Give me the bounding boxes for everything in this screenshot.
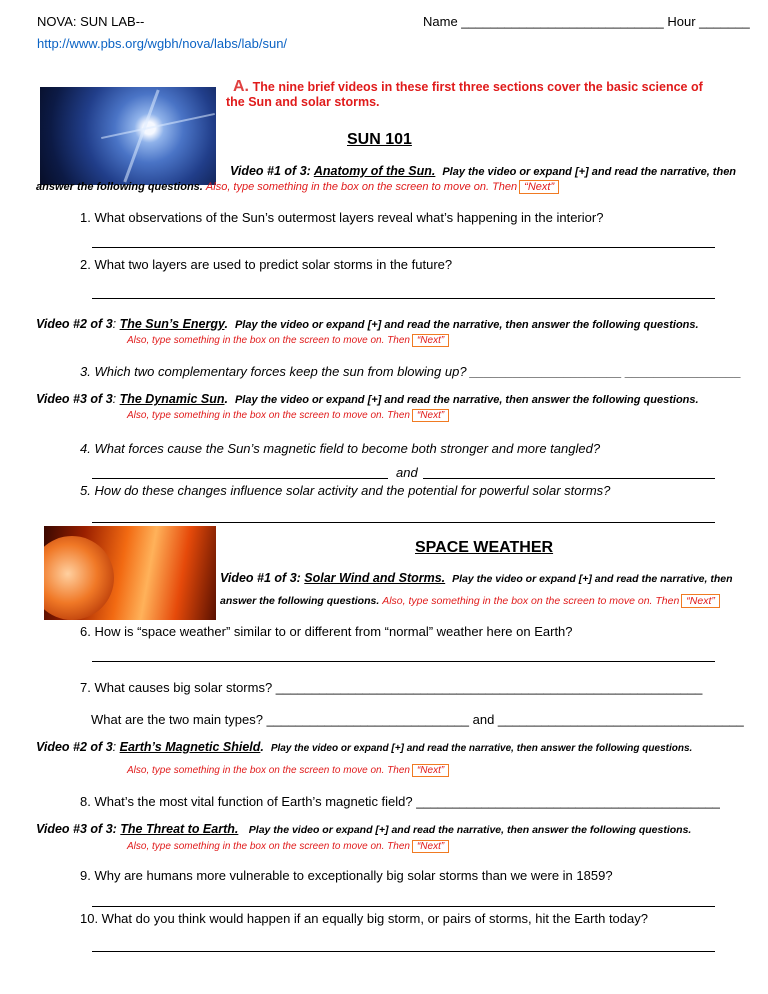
- sun101-title: SUN 101: [347, 131, 412, 148]
- intro-line-2: the Sun and solar storms.: [226, 95, 380, 109]
- answer-line-1[interactable]: [92, 247, 715, 248]
- sw-video1-heading: Video #1 of 3: Solar Wind and Storms. Play the video or expand [+] and read the narrative, then: [220, 571, 733, 585]
- answer-line-6[interactable]: [92, 661, 715, 662]
- question-7b: What are the two main types? ____________________________ and __________________________________: [91, 712, 744, 727]
- sw-video1-instructions: answer the following questions. Also, type something in the box on the screen to move on. Then “Next”: [220, 594, 720, 608]
- answer-line-5[interactable]: [92, 522, 715, 523]
- space-weather-title: SPACE WEATHER: [415, 539, 554, 556]
- sun101-video1-instructions: answer the following questions. Also, type something in the box on the screen to move on. Then “Next”: [36, 180, 559, 194]
- answer-line-10[interactable]: [92, 951, 715, 952]
- question-6: 6. How is “space weather” similar to or different from “normal” weather here on Earth?: [80, 624, 573, 639]
- answer-line-2[interactable]: [92, 298, 715, 299]
- question-2: 2. What two layers are used to predict solar storms in the future?: [80, 257, 453, 272]
- answer-line-4b[interactable]: [423, 478, 715, 479]
- sun101-video3-heading: Video #3 of 3: The Dynamic Sun. Play the video or expand [+] and read the narrative, then answer the following questions.: [36, 392, 699, 406]
- sun101-video3-instructions: Also, type something in the box on the screen to move on. Then “Next”: [127, 409, 449, 422]
- answer-line-4a[interactable]: [92, 478, 388, 479]
- question-3: 3. Which two complementary forces keep the sun from blowing up? _____________________ ________________: [80, 364, 742, 379]
- sun-image: [40, 87, 216, 185]
- sw-video2-instructions: Also, type something in the box on the screen to move on. Then “Next”: [127, 764, 449, 777]
- sun101-video1-heading: Video #1 of 3: Anatomy of the Sun. Play the video or expand [+] and read the narrative, then: [230, 164, 737, 178]
- intro-letter: A.: [233, 78, 249, 95]
- worksheet-title: NOVA: SUN LAB--: [37, 14, 145, 29]
- intro-line-1: A. The nine brief videos in these first three sections cover the basic science of: [233, 78, 703, 95]
- answer-line-9[interactable]: [92, 906, 715, 907]
- question-4: 4. What forces cause the Sun’s magnetic field to become both stronger and more tangled?: [80, 441, 601, 456]
- sun101-video2-instructions: Also, type something in the box on the screen to move on. Then “Next”: [127, 334, 449, 347]
- question-4-and: and: [396, 465, 418, 480]
- lab-url-link[interactable]: http://www.pbs.org/wgbh/nova/labs/lab/sun/: [37, 36, 288, 51]
- question-7: 7. What causes big solar storms? ___________________________________________________________: [80, 680, 703, 695]
- question-10: 10. What do you think would happen if an equally big storm, or pairs of storms, hit the Earth today?: [80, 911, 648, 926]
- question-9: 9. Why are humans more vulnerable to exceptionally big solar storms than we were in 1859?: [80, 868, 613, 883]
- question-1: 1. What observations of the Sun’s outermost layers reveal what’s happening in the interior?: [80, 210, 604, 225]
- sw-video2-heading: Video #2 of 3: Earth’s Magnetic Shield. Play the video or expand [+] and read the narrative, then answer the following questions.: [36, 740, 693, 754]
- question-8: 8. What’s the most vital function of Earth’s magnetic field? __________________________________________: [80, 794, 720, 809]
- sw-video3-instructions: Also, type something in the box on the screen to move on. Then “Next”: [127, 840, 449, 853]
- next-button-label: “Next”: [519, 180, 559, 194]
- question-5: 5. How do these changes influence solar activity and the potential for powerful solar storms?: [80, 483, 611, 498]
- name-hour-field: Name ____________________________ Hour _______: [423, 14, 750, 29]
- sun101-video2-heading: Video #2 of 3: The Sun’s Energy. Play the video or expand [+] and read the narrative, then answer the following questions.: [36, 317, 699, 331]
- space-weather-image: [44, 526, 216, 620]
- sw-video3-heading: Video #3 of 3: The Threat to Earth. Play the video or expand [+] and read the narrative, then answer the following questions.: [36, 822, 692, 836]
